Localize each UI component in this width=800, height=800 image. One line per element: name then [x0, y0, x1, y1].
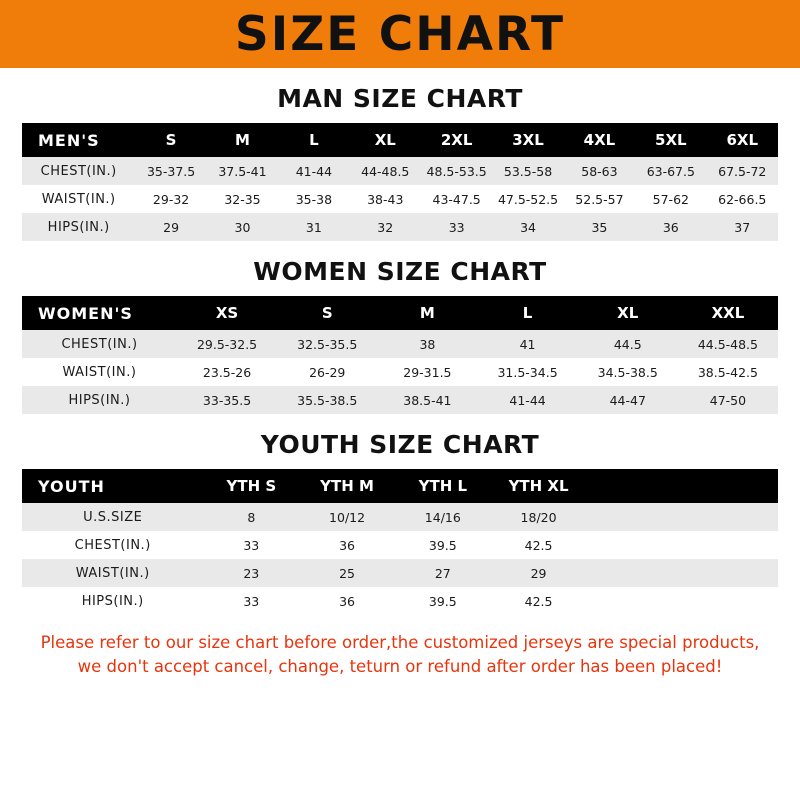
man-chest-2xl: 48.5-53.5	[421, 157, 492, 185]
women-waist-s: 26-29	[277, 358, 377, 386]
table-row	[22, 330, 778, 358]
content-area	[0, 84, 800, 679]
man-row-label-waist: WAIST(IN.)	[22, 185, 135, 213]
youth-row-label-chest: CHEST(IN.)	[22, 531, 203, 559]
women-waist-l: 31.5-34.5	[477, 358, 577, 386]
women-chest-l: 41	[477, 330, 577, 358]
man-chest-s: 35-37.5	[135, 157, 206, 185]
man-waist-6xl: 62-66.5	[707, 185, 778, 213]
man-waist-s: 29-32	[135, 185, 206, 213]
section-man-size-chart	[22, 84, 778, 241]
man-hips-3xl: 34	[492, 213, 563, 241]
man-col-5xl: 5XL	[635, 123, 706, 157]
youth-waist-l: 27	[395, 559, 491, 587]
youth-hips-s: 33	[203, 587, 299, 615]
man-waist-3xl: 47.5-52.5	[492, 185, 563, 213]
man-row-label-hips: HIPS(IN.)	[22, 213, 135, 241]
section-women-size-chart	[22, 257, 778, 414]
man-waist-l: 35-38	[278, 185, 349, 213]
man-row-label-chest: CHEST(IN.)	[22, 157, 135, 185]
youth-chest-empty-2	[682, 531, 778, 559]
youth-hips-l: 39.5	[395, 587, 491, 615]
youth-table-head	[22, 469, 778, 503]
youth-col-xl: YTH XL	[491, 469, 587, 503]
youth-waist-empty-2	[682, 559, 778, 587]
table-header-row	[22, 123, 778, 157]
women-col-xs: XS	[177, 296, 277, 330]
youth-col-l: YTH L	[395, 469, 491, 503]
table-row	[22, 157, 778, 185]
man-col-3xl: 3XL	[492, 123, 563, 157]
youth-waist-m: 25	[299, 559, 395, 587]
youth-hips-empty-1	[586, 587, 682, 615]
youth-row-label-waist: WAIST(IN.)	[22, 559, 203, 587]
man-col-m: M	[207, 123, 278, 157]
man-waist-2xl: 43-47.5	[421, 185, 492, 213]
youth-waist-empty-1	[586, 559, 682, 587]
man-chest-l: 41-44	[278, 157, 349, 185]
women-chest-s: 32.5-35.5	[277, 330, 377, 358]
women-waist-xxl: 38.5-42.5	[678, 358, 778, 386]
man-waist-m: 32-35	[207, 185, 278, 213]
youth-ussize-empty-1	[586, 503, 682, 531]
youth-row-label-ussize: U.S.SIZE	[22, 503, 203, 531]
women-row-label-waist: WAIST(IN.)	[22, 358, 177, 386]
youth-col-m: YTH M	[299, 469, 395, 503]
table-row	[22, 503, 778, 531]
table-row	[22, 213, 778, 241]
youth-ussize-xl: 18/20	[491, 503, 587, 531]
women-hips-xxl: 47-50	[678, 386, 778, 414]
section-title-youth: YOUTH SIZE CHART	[260, 430, 540, 459]
man-corner-label: MEN'S	[22, 123, 135, 157]
footer-note-line-2: we don't accept cancel, change, teturn or refund after order has been placed!	[77, 656, 723, 676]
table-row	[22, 531, 778, 559]
man-chest-m: 37.5-41	[207, 157, 278, 185]
youth-col-empty-1	[586, 469, 682, 503]
man-col-l: L	[278, 123, 349, 157]
youth-hips-empty-2	[682, 587, 778, 615]
women-chest-xxl: 44.5-48.5	[678, 330, 778, 358]
women-col-xl: XL	[578, 296, 678, 330]
man-col-6xl: 6XL	[707, 123, 778, 157]
table-row	[22, 587, 778, 615]
youth-chest-s: 33	[203, 531, 299, 559]
youth-table-body	[22, 503, 778, 615]
youth-corner-label: YOUTH	[22, 469, 203, 503]
man-hips-m: 30	[207, 213, 278, 241]
man-col-s: S	[135, 123, 206, 157]
women-chest-m: 38	[377, 330, 477, 358]
man-chest-4xl: 58-63	[564, 157, 635, 185]
women-chest-xs: 29.5-32.5	[177, 330, 277, 358]
man-chest-5xl: 63-67.5	[635, 157, 706, 185]
table-row	[22, 386, 778, 414]
women-waist-xl: 34.5-38.5	[578, 358, 678, 386]
man-hips-xl: 32	[350, 213, 421, 241]
women-hips-xl: 44-47	[578, 386, 678, 414]
header-band	[0, 0, 800, 68]
youth-waist-xl: 29	[491, 559, 587, 587]
women-hips-l: 41-44	[477, 386, 577, 414]
women-table-body	[22, 330, 778, 414]
man-chest-6xl: 67.5-72	[707, 157, 778, 185]
women-col-xxl: XXL	[678, 296, 778, 330]
man-hips-5xl: 36	[635, 213, 706, 241]
women-hips-s: 35.5-38.5	[277, 386, 377, 414]
women-waist-m: 29-31.5	[377, 358, 477, 386]
table-header-row	[22, 469, 778, 503]
women-hips-m: 38.5-41	[377, 386, 477, 414]
footer-note-line-1: Please refer to our size chart before order,the customized jerseys are special products,	[40, 633, 760, 652]
youth-ussize-s: 8	[203, 503, 299, 531]
women-waist-xs: 23.5-26	[177, 358, 277, 386]
man-hips-l: 31	[278, 213, 349, 241]
youth-col-s: YTH S	[203, 469, 299, 503]
table-row	[22, 185, 778, 213]
man-hips-s: 29	[135, 213, 206, 241]
man-col-xl: XL	[350, 123, 421, 157]
youth-row-label-hips: HIPS(IN.)	[22, 587, 203, 615]
man-col-4xl: 4XL	[564, 123, 635, 157]
youth-waist-s: 23	[203, 559, 299, 587]
man-size-table	[22, 123, 778, 241]
man-waist-xl: 38-43	[350, 185, 421, 213]
man-hips-6xl: 37	[707, 213, 778, 241]
women-chest-xl: 44.5	[578, 330, 678, 358]
man-table-head	[22, 123, 778, 157]
women-row-label-chest: CHEST(IN.)	[22, 330, 177, 358]
youth-ussize-l: 14/16	[395, 503, 491, 531]
man-chest-3xl: 53.5-58	[492, 157, 563, 185]
section-title-women: WOMEN SIZE CHART	[253, 257, 547, 286]
women-size-table	[22, 296, 778, 414]
man-hips-2xl: 33	[421, 213, 492, 241]
youth-chest-m: 36	[299, 531, 395, 559]
youth-col-empty-2	[682, 469, 778, 503]
man-waist-5xl: 57-62	[635, 185, 706, 213]
women-table-head	[22, 296, 778, 330]
table-header-row	[22, 296, 778, 330]
women-col-m: M	[377, 296, 477, 330]
youth-chest-empty-1	[586, 531, 682, 559]
women-corner-label: WOMEN'S	[22, 296, 177, 330]
youth-hips-xl: 42.5	[491, 587, 587, 615]
table-row	[22, 358, 778, 386]
page-title: SIZE CHART	[234, 6, 566, 62]
youth-ussize-empty-2	[682, 503, 778, 531]
youth-ussize-m: 10/12	[299, 503, 395, 531]
footer-note	[22, 631, 778, 679]
youth-size-table	[22, 469, 778, 615]
man-hips-4xl: 35	[564, 213, 635, 241]
women-hips-xs: 33-35.5	[177, 386, 277, 414]
section-title-man: MAN SIZE CHART	[277, 84, 523, 113]
section-youth-size-chart	[22, 430, 778, 615]
youth-hips-m: 36	[299, 587, 395, 615]
table-row	[22, 559, 778, 587]
man-table-body	[22, 157, 778, 241]
man-waist-4xl: 52.5-57	[564, 185, 635, 213]
youth-chest-l: 39.5	[395, 531, 491, 559]
man-col-2xl: 2XL	[421, 123, 492, 157]
youth-chest-xl: 42.5	[491, 531, 587, 559]
women-col-l: L	[477, 296, 577, 330]
man-chest-xl: 44-48.5	[350, 157, 421, 185]
women-col-s: S	[277, 296, 377, 330]
women-row-label-hips: HIPS(IN.)	[22, 386, 177, 414]
